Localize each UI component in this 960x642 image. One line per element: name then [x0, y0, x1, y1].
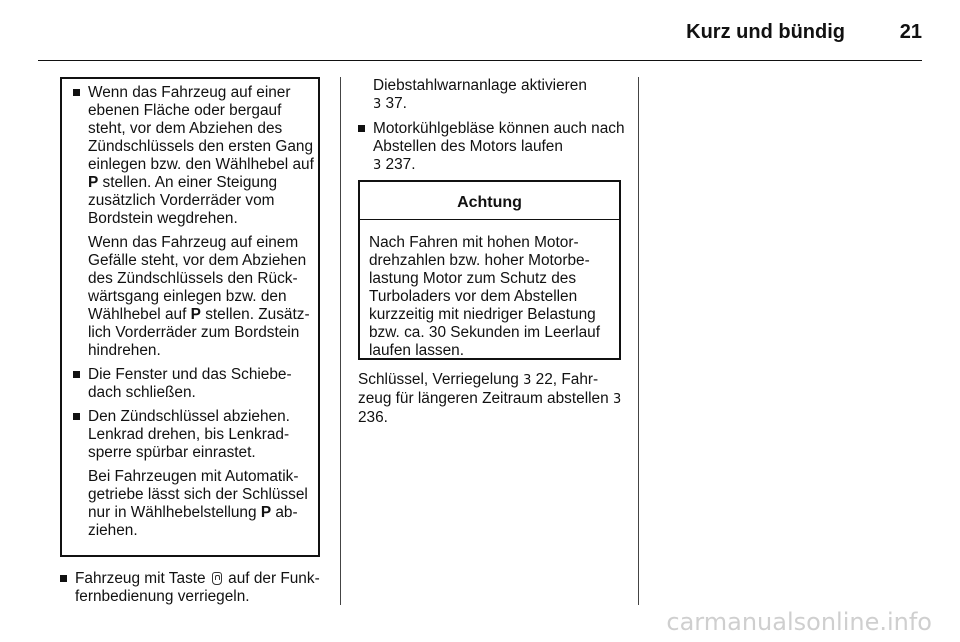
warning-title: Achtung — [457, 194, 522, 211]
column-divider-2 — [638, 77, 639, 605]
paragraph-text: abziehen. — [88, 504, 298, 539]
instruction-box — [60, 77, 320, 557]
item-text: auf der Funkfernbedienung verriegeln. — [75, 570, 320, 605]
item-text: Motorkühlgebläse können auch nach Abstellen des Motors laufen — [373, 120, 625, 155]
list-item — [60, 570, 328, 606]
page-number: 21 — [899, 21, 922, 43]
paragraph — [88, 234, 319, 360]
item-text: Die Fenster und das Schiebedach schließen. — [88, 366, 292, 401]
header-title: Kurz und bündig — [686, 21, 845, 43]
item-text: stellen. An einer Steigung zusätzlich Vorderräder vom Bordstein wegdrehen. — [88, 174, 278, 227]
page-reference-arrow-icon: 3 — [523, 373, 532, 388]
bullet-square-icon — [73, 371, 80, 378]
gear-p-label: P — [190, 306, 201, 323]
bullet-square-icon — [73, 89, 80, 96]
cross-reference-paragraph — [358, 371, 626, 427]
page-reference[interactable]: 237. — [381, 156, 416, 173]
page-reference-arrow-icon: 3 — [373, 97, 382, 112]
item-text: Den Zündschlüssel abziehen. Lenkrad drehen, bis Lenkradsperre spürbar einrastet. — [88, 408, 290, 461]
column-divider-1 — [340, 77, 341, 605]
lock-icon — [212, 572, 222, 585]
list-item — [73, 84, 319, 228]
paragraph-text: Wenn das Fahrzeug auf einem Gefälle steht, vor dem Abziehen des Zündschlüssels den Rückwärtsgang einlegen bzw. den Wählhebel auf — [88, 234, 307, 323]
paragraph-continued — [373, 77, 626, 114]
list-item — [358, 120, 626, 175]
header-rule — [38, 60, 922, 61]
paragraph-text: stellen. Zusätzlich Vorderräder zum Bordstein hindrehen. — [88, 306, 310, 359]
list-item — [73, 408, 319, 462]
paragraph-text: 236. — [358, 409, 388, 426]
page-reference-arrow-icon: 3 — [612, 392, 622, 407]
paragraph — [88, 468, 319, 540]
instruction-box-content — [73, 84, 319, 546]
gear-p-label: P — [260, 504, 272, 521]
warning-body: Nach Fahren mit hohen Motordrehzahlen bzw. hoher Motorbelastung Motor zum Schutz des Turboladers vor dem Abstellen kurzzeitig mit niedriger Belastung bzw. ca. 30 Sekunden im Leerlauf laufen lassen. — [369, 234, 601, 359]
bullet-square-icon — [73, 413, 80, 420]
page-reference[interactable]: 37. — [381, 95, 407, 112]
list-item — [73, 366, 319, 402]
bullet-square-icon — [60, 575, 67, 582]
bullet-square-icon — [358, 125, 365, 132]
warning-box — [358, 180, 621, 360]
paragraph-text: Diebstahlwarnanlage aktivieren — [373, 77, 587, 94]
paragraph-text: Schlüssel, Verriegelung — [358, 371, 524, 388]
paragraph-text: 22, Fahrzeug für längeren Zeitraum abstellen — [358, 371, 613, 407]
column-2 — [358, 77, 626, 181]
column-1-after-box — [60, 570, 328, 612]
page-reference-arrow-icon: 3 — [373, 158, 382, 173]
gear-p-label: P — [88, 174, 99, 191]
item-text: Fahrzeug mit Taste — [75, 570, 210, 587]
paragraph-text: Bei Fahrzeugen mit Automatikgetriebe lässt sich der Schlüssel nur in Wählhebelstellung — [88, 468, 308, 521]
watermark: carmanualsonline.info — [666, 608, 932, 636]
item-text: Wenn das Fahrzeug auf einer ebenen Fläche oder bergauf steht, vor dem Abziehen des Zündschlüssels den ersten Gang einlegen bzw. den Wählhebel auf — [88, 84, 314, 173]
